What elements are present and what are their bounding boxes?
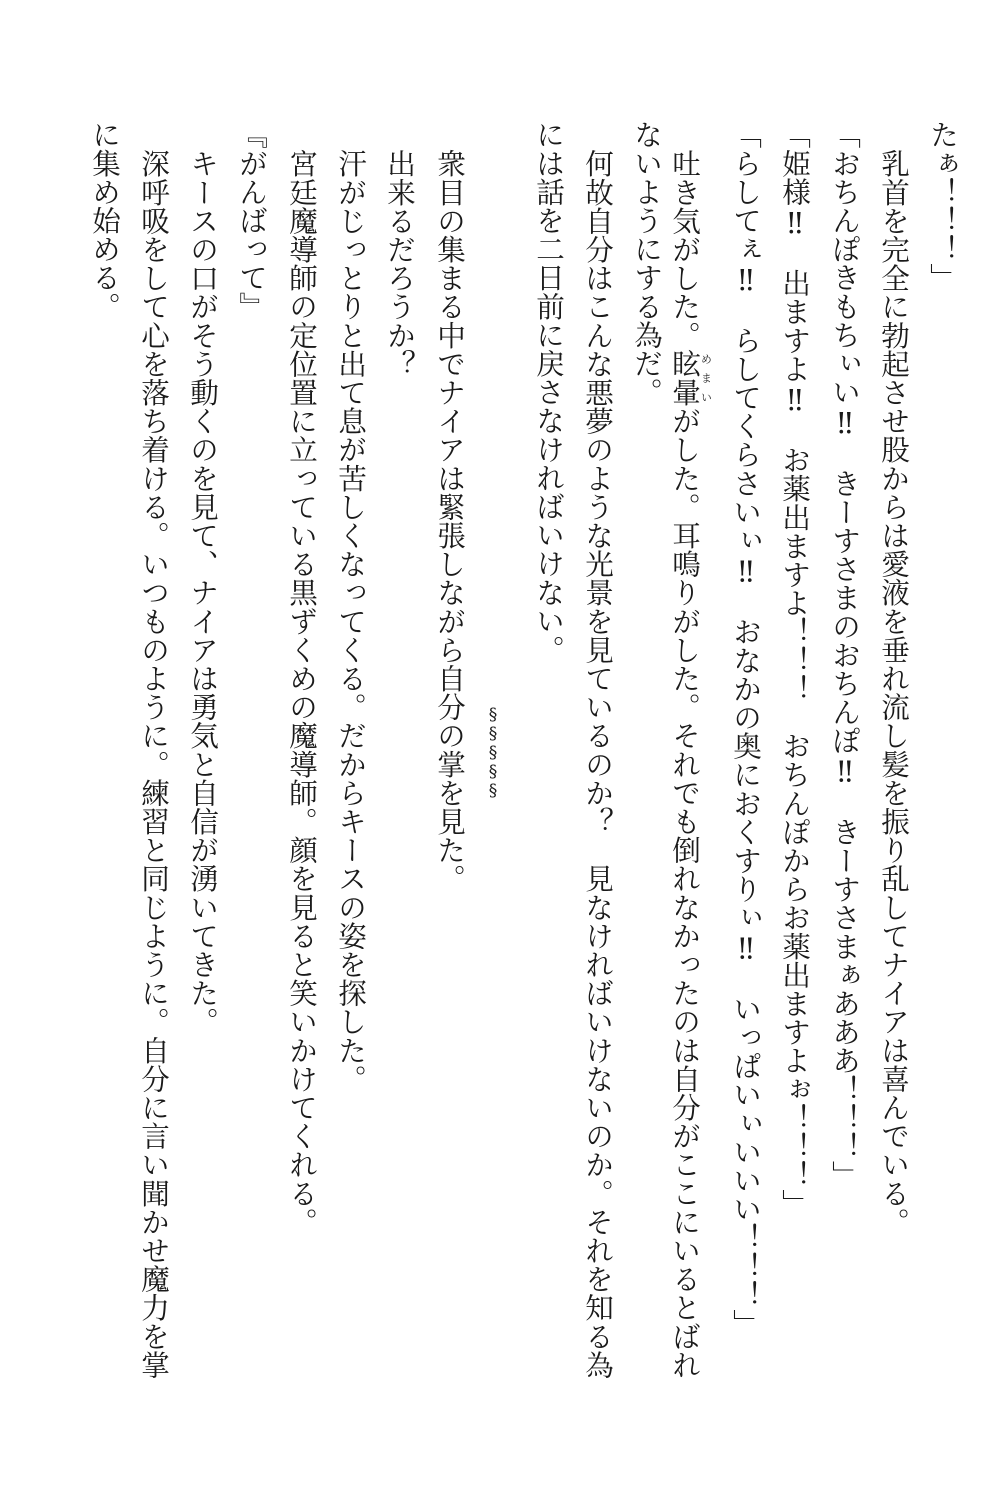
text-line: 何故自分はこんな悪夢のような光景を見ているのか？ 見なければいけないのか。それを知る為 — [581, 148, 615, 1379]
dialogue-line: 「おちんぽきもちぃい‼ きーすさまのおちんぽ‼ きーすさまぁあああ！！！」 — [828, 120, 862, 1189]
ruby-reading: めまい — [699, 348, 713, 406]
text-line: 汗がじっとりと出て息が苦しくなってくる。だからキースの姿を探した。 — [334, 148, 368, 1093]
dialogue-line: 「姫様‼ 出ますよ‼ お薬出ますよ！！！ おちんぽからお薬出ますよぉ！！！」 — [778, 120, 812, 1218]
text-segment: がした。耳鳴りがした。それでも倒れなかったのは自分がここにいるとばれ — [668, 406, 702, 1379]
section-break-mark: §§§§§ — [483, 705, 503, 800]
text-line — [668, 120, 713, 1449]
ruby-word — [668, 348, 713, 406]
text-line: には話を二日前に戻さなければいけない。 — [532, 120, 566, 664]
text-line: 乳首を完全に勃起させ股からは愛液を垂れ流し髪を振り乱してナイアは喜んでいる。 — [877, 148, 911, 1236]
text-line: たぁ！！！」 — [926, 120, 960, 292]
text-line: 深呼吸をして心を落ち着ける。いつものように。練習と同じように。自分に言い聞かせ魔力を掌 — [137, 148, 171, 1379]
text-line: に集め始める。 — [88, 120, 122, 321]
text-segment: 吐き気がした。 — [668, 148, 702, 349]
text-line: 出来るだろうか？ — [383, 148, 417, 378]
text-line: 宮廷魔導師の定位置に立っている黒ずくめの魔導師。顔を見ると笑いかけてくれる。 — [285, 148, 319, 1236]
text-line: 衆目の集まる中でナイアは緊張しながら自分の掌を見た。 — [433, 148, 467, 893]
dialogue-line: 『がんばって』 — [235, 120, 269, 321]
text-line: キースの口がそう動くのを見て、ナイアは勇気と自信が湧いてきた。 — [186, 148, 220, 1036]
dialogue-line: 「らしてぇ‼ らしてくらさいぃ‼ おなかの奥におくすりぃ‼ いっぱいぃいいい！！！」 — [729, 120, 763, 1338]
text-line: ないようにする為だ。 — [630, 120, 664, 406]
ruby-base: 眩暈 — [668, 348, 702, 406]
